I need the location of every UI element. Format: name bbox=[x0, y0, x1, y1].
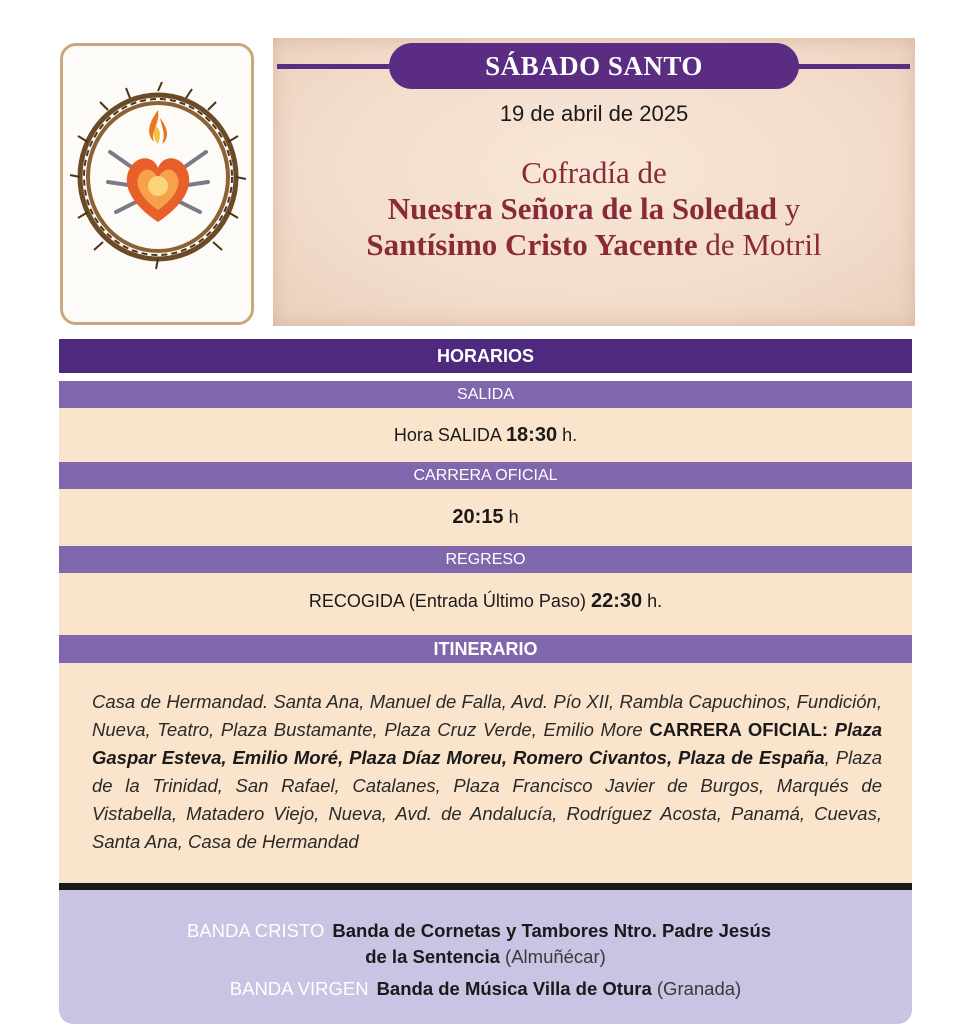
carrera-oficial-suffix: h bbox=[503, 507, 519, 527]
banda-cristo-name-2: de la Sentencia bbox=[365, 946, 500, 967]
cofradia-line-1: Cofradía de bbox=[521, 155, 667, 190]
cofradia-line-2-tail: y bbox=[777, 191, 801, 226]
itinerario-text bbox=[59, 663, 912, 883]
salida-row bbox=[59, 408, 912, 462]
salida-suffix: h. bbox=[557, 425, 578, 445]
carrera-oficial-row bbox=[59, 489, 912, 546]
event-date: 19 de abril de 2025 bbox=[499, 101, 689, 126]
cofradia-line-2 bbox=[273, 191, 915, 227]
bandas-panel bbox=[59, 890, 912, 1024]
cofradia-name bbox=[273, 155, 915, 263]
regreso-suffix: h. bbox=[642, 591, 663, 611]
regreso-time: 22:30 bbox=[590, 590, 643, 612]
emblem-card bbox=[60, 43, 254, 325]
divider-rule bbox=[59, 883, 912, 890]
banda-cristo-line-1 bbox=[59, 918, 839, 944]
itinerario-header: ITINERARIO bbox=[59, 635, 912, 664]
salida-prefix: Hora SALIDA bbox=[393, 425, 506, 445]
carrera-oficial-streets: Plaza Gaspar Esteva, Emilio Moré, Plaza Díaz Moreu, Romero Civantos, Plaza de España bbox=[92, 719, 882, 768]
banda-virgen-tag: BANDA VIRGEN bbox=[229, 978, 369, 999]
cofradia-cristo-yacente: Santísimo Cristo Yacente bbox=[366, 227, 698, 262]
horarios-header: HORARIOS bbox=[59, 339, 912, 373]
banda-cristo-tag: BANDA CRISTO bbox=[186, 920, 325, 941]
salida-label: SALIDA bbox=[59, 381, 912, 408]
itinerario-end: , Plaza de la Trinidad, San Rafael, Catalanes, Plaza Francisco Javier de Burgos, Marqués de Vistabella, Matadero Viejo, Nueva, Avd. de Andalucía, Rodríguez Acosta, Panamá, Cuevas, Santa Ana, Casa de Hermandad bbox=[92, 747, 883, 852]
banda-virgen-name: Banda de Música Villa de Otura bbox=[376, 978, 652, 999]
cofradia-line-3 bbox=[273, 227, 915, 263]
banda-cristo-name-1: Banda de Cornetas y Tambores Ntro. Padre Jesús bbox=[332, 920, 772, 941]
regreso-label: REGRESO bbox=[59, 546, 912, 573]
crown-of-thorns-sacred-heart-icon bbox=[68, 82, 248, 272]
page-title: SÁBADO SANTO bbox=[389, 43, 799, 89]
header-divider-left bbox=[277, 64, 389, 69]
banda-cristo-place: (Almuñécar) bbox=[499, 946, 606, 967]
carrera-oficial-marker: CARRERA OFICIAL: bbox=[649, 719, 829, 740]
header-divider-right bbox=[797, 64, 910, 69]
regreso-row bbox=[59, 573, 912, 635]
carrera-oficial-label: CARRERA OFICIAL bbox=[59, 462, 912, 489]
banda-virgen-place: (Granada) bbox=[651, 978, 742, 999]
banda-virgen-line bbox=[59, 976, 912, 1002]
banda-cristo-line-2 bbox=[59, 944, 912, 970]
regreso-prefix: RECOGIDA (Entrada Último Paso) bbox=[308, 591, 591, 611]
cofradia-line-3-tail: de Motril bbox=[697, 227, 822, 262]
cofradia-soledad: Nuestra Señora de la Soledad bbox=[387, 191, 777, 226]
salida-time: 18:30 bbox=[505, 424, 558, 446]
itinerario-start: Casa de Hermandad. Santa Ana, Manuel de Falla, Avd. Pío XII, Rambla Capuchinos, Fundición, Nueva, Teatro, Plaza Bustamante, Plaza Cruz Verde, Emilio More bbox=[92, 691, 882, 740]
carrera-oficial-time: 20:15 bbox=[452, 506, 504, 528]
